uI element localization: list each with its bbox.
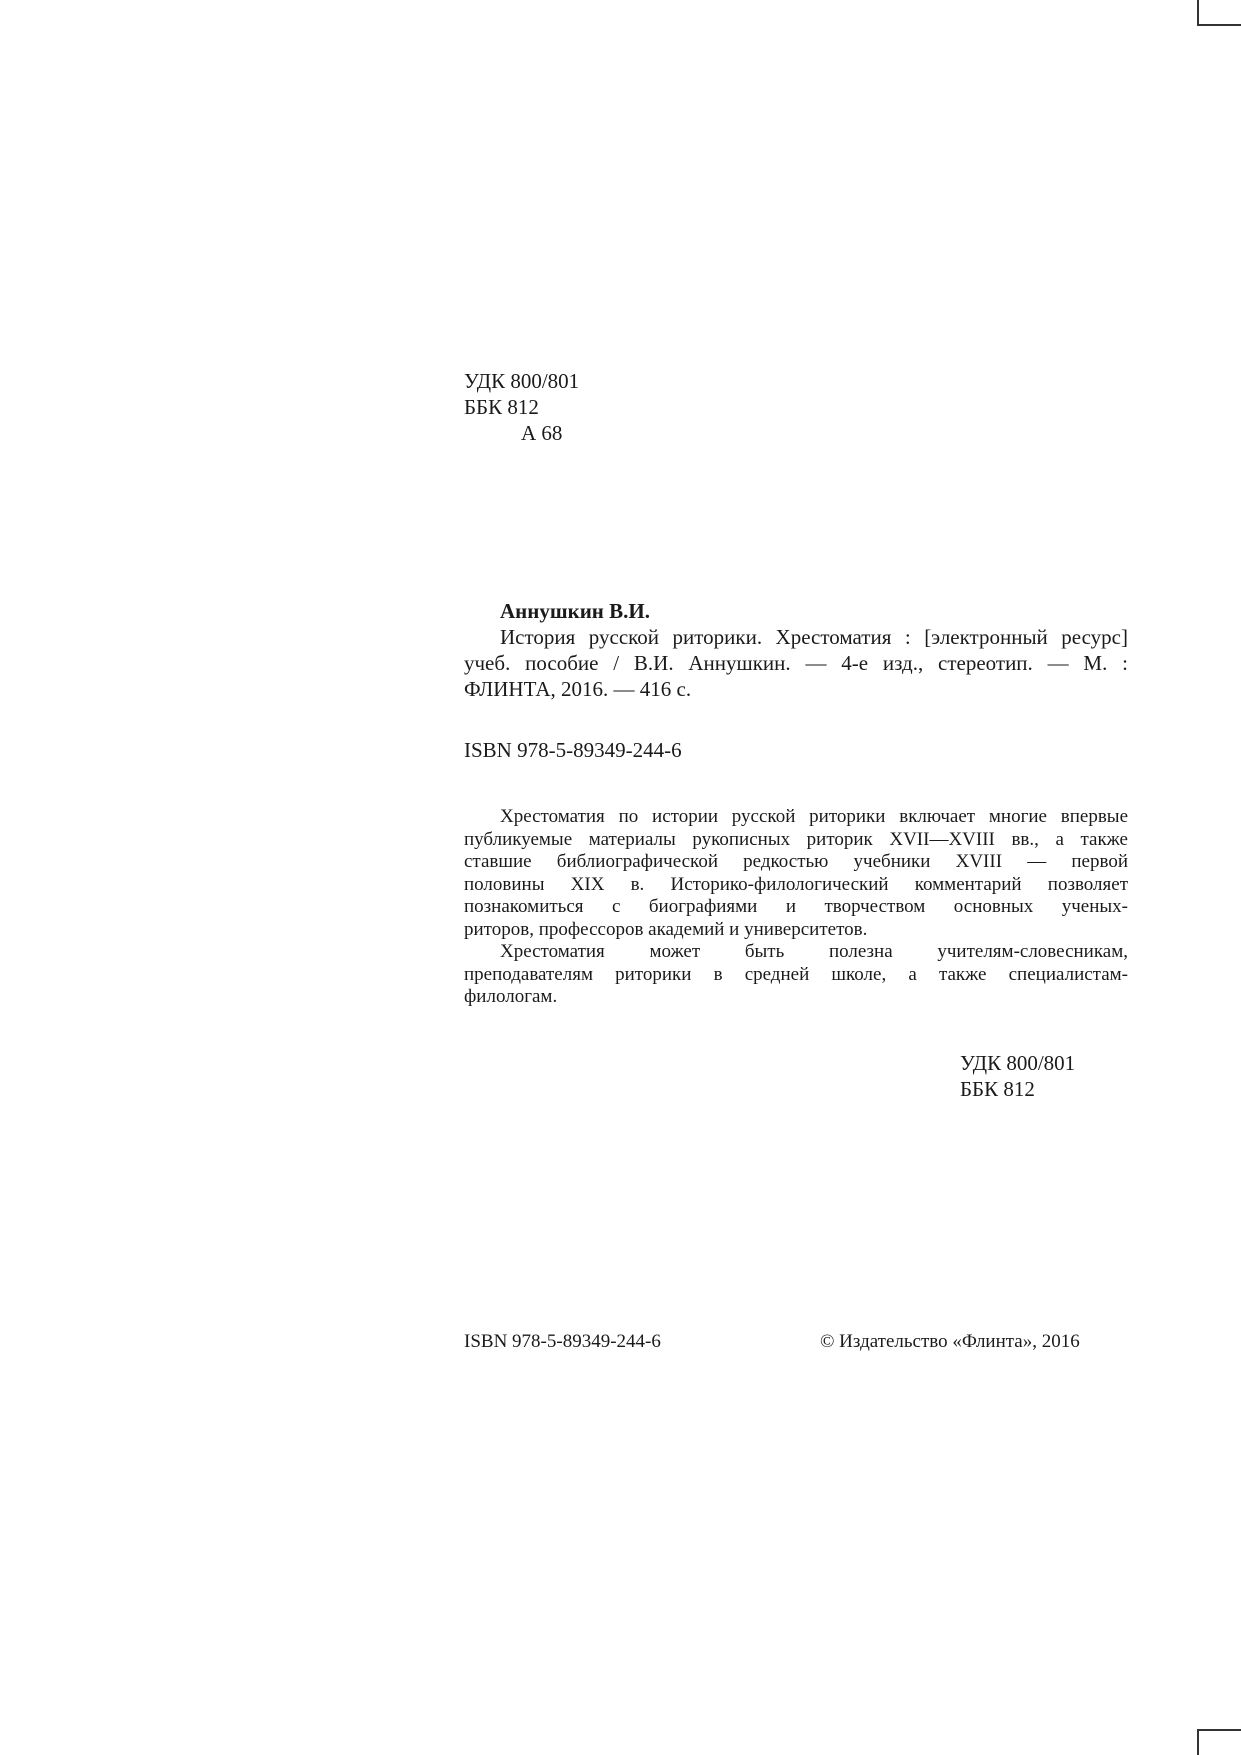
annotation-line: половины XIX в. Историко-филологический комментарий позволяет: [464, 873, 1128, 895]
annotation-line: познакомиться с биографиями и творчеством основных ученых-: [464, 896, 1128, 917]
bbk-code: ББК 812: [464, 395, 539, 419]
annotation-line: публикуемые материалы рукописных риторик XVII—XVIII вв., а также: [464, 828, 1128, 850]
crop-mark-bottom-right-vertical: [1197, 1729, 1199, 1755]
annotation-line: Хрестоматия может быть полезна учителям-словесникам,: [500, 941, 1128, 962]
annotation-line: преподавателям риторики в средней школе, а также специалистам-: [464, 963, 1128, 985]
crop-mark-top-right-vertical: [1197, 0, 1199, 26]
footer-isbn: ISBN 978-5-89349-244-6: [464, 1331, 661, 1352]
annotation-line: Хрестоматия по истории русской риторики включает многие впервые: [500, 806, 1128, 827]
udk-code: УДК 800/801: [464, 369, 580, 393]
biblio-line: ФЛИНТА, 2016. — 416 с.: [464, 677, 692, 701]
annotation-line: риторов, профессоров академий и университетов.: [464, 918, 868, 940]
udk-code: УДК 800/801: [960, 1051, 1076, 1075]
isbn: ISBN 978-5-89349-244-6: [464, 738, 682, 762]
biblio-line: учеб. пособие / В.И. Аннушкин. — 4-е изд., стереотип. — М. :: [464, 651, 1128, 675]
bibliographic-record: [464, 598, 1128, 702]
annotation: [464, 806, 1128, 1009]
crop-mark-bottom-right-horizontal: [1197, 1729, 1241, 1731]
classification-index-bottom: [960, 1050, 1075, 1102]
biblio-line: История русской риторики. Хрестоматия : [электронный ресурс]: [500, 625, 1128, 649]
author-heading: Аннушкин В.И.: [500, 599, 650, 623]
annotation-line: ставшие библиографической редкостью учебники XVIII — первой: [464, 851, 1128, 872]
annotation-line: филологам.: [464, 986, 558, 1007]
author-mark: А 68: [521, 421, 563, 445]
copyright-notice: © Издательство «Флинта», 2016: [820, 1331, 1080, 1352]
bbk-code: ББК 812: [960, 1077, 1035, 1101]
classification-index-top: [464, 368, 579, 446]
crop-mark-top-right-horizontal: [1197, 24, 1241, 26]
